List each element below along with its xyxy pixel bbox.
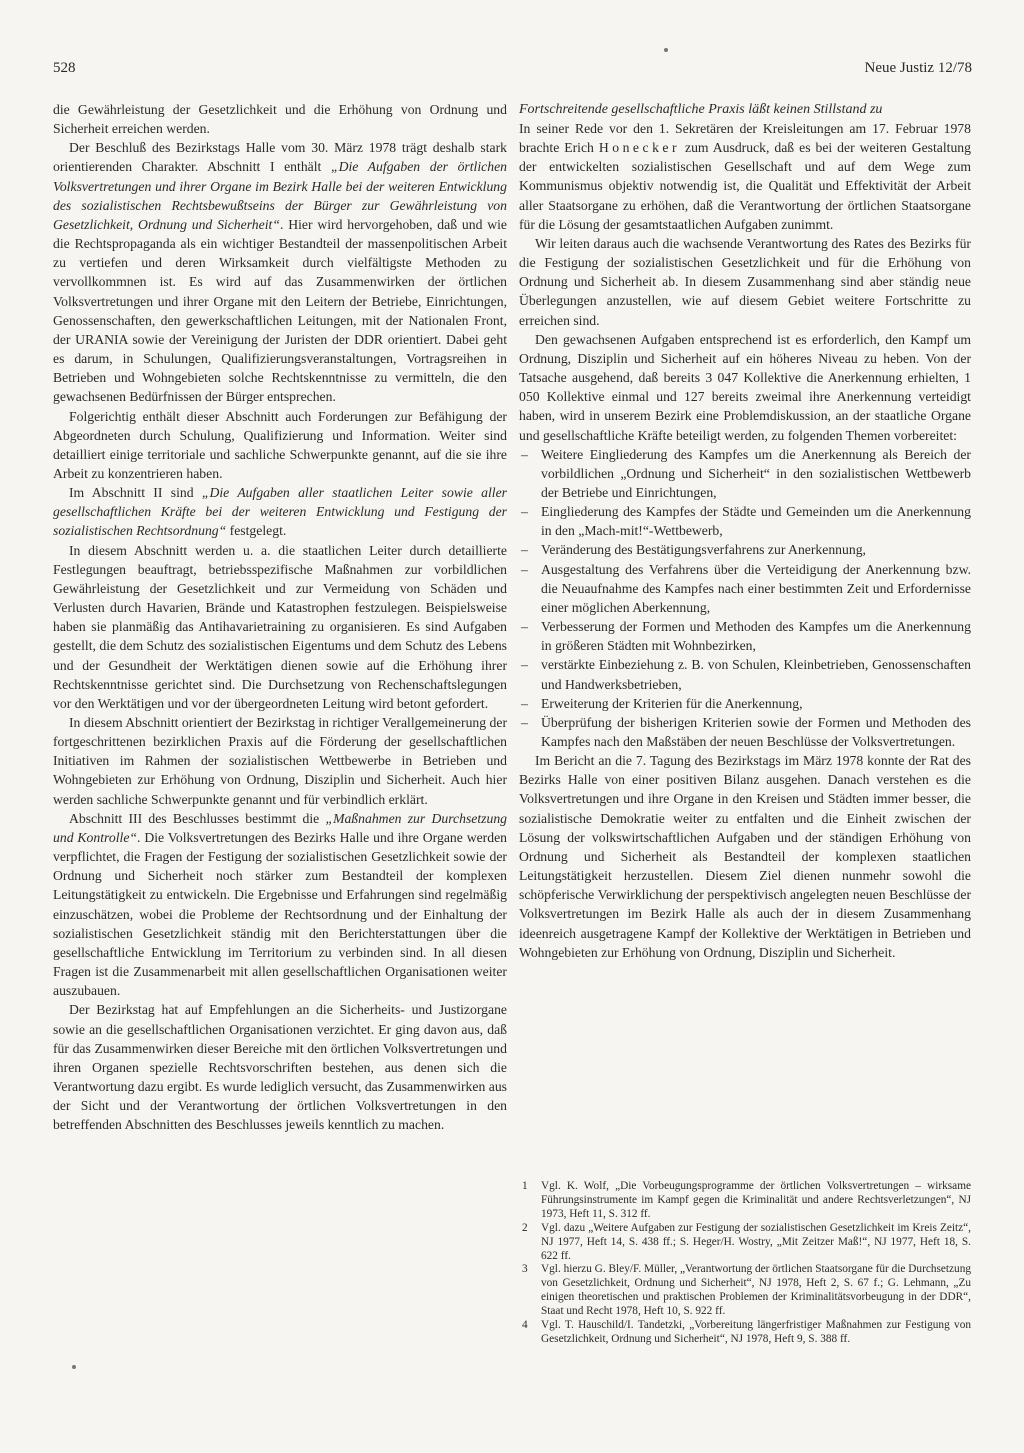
list-item: – Ausgestaltung des Verfahrens über die Verteidigung der Anerkennung bzw. die Neuaufnahme des Kampfes nach einer bestimmten Zeit und Erfordernisse einer möglichen Aberkennung, [519, 560, 971, 617]
paragraph: Der Bezirkstag hat auf Empfehlungen an die Sicherheits- und Justizorgane sowie an die gesellschaftlichen Organisationen verzichtet. Er ging davon aus, daß für das Zusammenwirken dieser Bereiche mit den örtlichen Volksvertretungen und ihren Organen spezielle Rechtsvorschriften bestehen, aus denen sich die Verantwortung dazu ergibt. Es wurde lediglich versucht, das Zusammenwirken aus der Sicht und der Verantwortung der örtlichen Volksvertretungen in den betreffenden Abschnitten des Beschlusses jeweils kenntlich zu machen. [53, 1002, 507, 1133]
footnote: 3 Vgl. hierzu G. Bley/F. Müller, „Verantwortung der örtlichen Staatsorgane für die Durchsetzung von Gesetzlichkeit, Ordnung und Sicherheit“, NJ 1978, Heft 2, S. 67 f.; G. Lehmann, „Zu einigen theoretischen und praktischen Problemen der Kriminalitätsvorbeugung in der DDR“, Staat und Recht 1978, Heft 10, S. 922 ff. [522, 1263, 971, 1318]
paragraph: In seiner Rede vor den 1. Sekretären der Kreisleitungen am 17. Februar 1978 brachte Erich Honecker zum Ausdruck, daß es bei der weiteren Gestaltung der entwickelten sozialistischen Gesellschaft und auf dem Wege zum Kommunismus objektiv notwendig ist, die Qualität und Effektivität der Arbeit aller Staatsorgane zu erhöhen, daß die Verantwortung der örtlichen Staatsorgane für die Lösung der gesamtstaatlichen Aufgaben zunimmt. [519, 121, 971, 232]
footnotes [519, 1180, 971, 1347]
page-header [53, 60, 972, 84]
right-column [519, 100, 971, 962]
paragraph: In diesem Abschnitt orientiert der Bezirkstag in richtiger Verallgemeinerung der fortgeschrittenen bezirklichen Praxis auf die Förderung der gesellschaftlichen Initiativen im Rahmen der sozialistischen Wettbewerbe in Betrieben und Wohngebieten zur Erhöhung von Ordnung, Disziplin und Sicherheit. Auch hier werden sachliche Schwerpunkte genannt und für verbindlich erklärt. [53, 715, 507, 807]
paragraph: Folgerichtig enthält dieser Abschnitt auch Forderungen zur Befähigung der Abgeordneten durch Schulung, Qualifizierung und Information. Weiter sind detailliert einige territoriale und sachliche Schwerpunkte genannt, auf die sie ihre Arbeit zu konzentrieren haben. [53, 408, 507, 481]
scan-speck [72, 1365, 76, 1369]
topic-list [519, 445, 971, 752]
list-item: – Erweiterung der Kriterien für die Anerkennung, [519, 694, 971, 713]
footnote: 4 Vgl. T. Hauschild/I. Tandetzki, „Vorbereitung längerfristiger Maßnahmen zur Festigung von Gesetzlichkeit, Ordnung und Sicherheit“, NJ 1978, Heft 9, S. 388 ff. [522, 1319, 971, 1345]
list-item: – Verbesserung der Formen und Methoden des Kampfes um die Anerkennung in größeren Städten mit Wohnbezirken, [519, 617, 971, 655]
paragraph: Der Beschluß des Bezirkstags Halle vom 30. März 1978 trägt deshalb stark orientierenden Charakter. Abschnitt I enthält „Die Aufgaben der örtlichen Volksvertretungen und ihrer Organe im Bezirk Halle bei der weiteren Entwicklung des sozialistischen Rechtsbewußtseins der Bürger zur Gewährleistung von Gesetzlichkeit, Ordnung und Sicherheit“. Hier wird hervorgehoben, daß und wie die Rechtspropaganda als ein wichtiger Bestandteil der massenpolitischen Arbeit zu vertiefen und deren Wirksamkeit durch vielfältigste Methoden zu vervollkommnen ist. Es wird auf das Zusammenwirken der örtlichen Volksvertretungen und ihrer Organe mit den Leitern der Betriebe, Einrichtungen, Genossenschaften, den gewerkschaftlichen Leitungen, mit der Nationalen Front, der URANIA sowie der Vereinigung der Juristen der DDR orientiert. Dabei geht es darum, in Schulungen, Qualifizierungsveranstaltungen, Vortragsreihen in Betrieben und Wohngebieten solche Rechtskenntnisse zu vermitteln, die den gewachsenen Bedürfnissen der Bürger entsprechen. [53, 140, 507, 405]
list-item: – Überprüfung der bisherigen Kriterien sowie der Formen und Methoden des Kampfes nach den Maßstäben der neuen Beschlüsse der Volksvertretungen. [519, 713, 971, 751]
emphasis: „Die Aufgaben aller staatlichen Leiter sowie aller gesellschaftlichen Kräfte bei der weiteren Entwicklung und Festigung der sozialistischen Rechtsordnung“ [53, 485, 507, 539]
list-item: – Weitere Eingliederung des Kampfes um die Anerkennung als Bereich der vorbildlichen „Ordnung und Sicherheit“ in den sozialistischen Wettbewerb der Betriebe und Einrichtungen, [519, 445, 971, 502]
journal-issue: Neue Justiz 12/78 [864, 60, 972, 76]
footnote: 2 Vgl. dazu „Weitere Aufgaben zur Festigung der sozialistischen Gesetzlichkeit im Kreis Zeitz“, NJ 1977, Heft 14, S. 438 ff.; S. Heger/H. Wostry, „Mit Zeitzer Maß!“, NJ 1977, Heft 18, S. 622 ff. [522, 1221, 971, 1262]
paragraph: Den gewachsenen Aufgaben entsprechend ist es erforderlich, den Kampf um Ordnung, Disziplin und Sicherheit auf ein höheres Niveau zu heben. Von der Tatsache ausgehend, daß bereits 3 047 Kollektive die Anerkennung erhielten, 1 050 Kollektive einmal und 127 bereits zweimal ihre Anerkennung verteidigt haben, wird in unserem Bezirk eine Problemdiskussion, an der staatliche Organe und gesellschaftliche Kräfte beteiligt werden, zu folgenden Themen vorbereitet: [519, 331, 971, 443]
paragraph: Wir leiten daraus auch die wachsende Verantwortung des Rates des Bezirks für die Festigung der sozialistischen Gesetzlichkeit und für die Erhöhung von Ordnung und Sicherheit ab. In diesem Zusammenhang sind aber ständig neue Überlegungen anzustellen, wie auf diesem Gebiet weitere Fortschritte zu erreichen sind. [519, 235, 971, 328]
list-item: – Eingliederung des Kampfes der Städte und Gemeinden um die Anerkennung in den „Mach-mit!“-Wettbewerb, [519, 502, 971, 540]
emphasis: „Die Aufgaben der örtlichen Volksvertretungen und ihrer Organe im Bezirk Halle bei der weiteren Entwicklung des sozialistischen Rechtsbewußtseins der Bürger zur Gewährleistung von Gesetzlichkeit, Ordnung und Sicherheit“ [53, 159, 507, 232]
spaced-name: Honecker [598, 140, 681, 156]
paragraph: Im Abschnitt II sind „Die Aufgaben aller staatlichen Leiter sowie aller gesellschaftlichen Kräfte bei der weiteren Entwicklung und Festigung der sozialistischen Rechtsordnung“ festgelegt. [53, 485, 507, 539]
scan-speck [664, 48, 668, 52]
list-item: – Veränderung des Bestätigungsverfahrens zur Anerkennung, [519, 540, 971, 559]
page-number: 528 [53, 60, 76, 76]
footnote: 1 Vgl. K. Wolf, „Die Vorbeugungsprogramme der örtlichen Volksvertretungen – wirksame Führungsinstrumente im Kampf gegen die Kriminalität und andere Rechtsverletzungen“, NJ 1973, Heft 11, S. 312 ff. [522, 1180, 971, 1220]
section-heading: Fortschreitende gesellschaftliche Praxis läßt keinen Stillstand zu [519, 102, 883, 117]
paragraph: die Gewährleistung der Gesetzlichkeit und die Erhöhung von Ordnung und Sicherheit erreichen werden. [53, 102, 507, 137]
paragraph: Abschnitt III des Beschlusses bestimmt die „Maßnahmen zur Durchsetzung und Kontrolle“. Die Volksvertretungen des Bezirks Halle und ihre Organe werden verpflichtet, die Fragen der Festigung der sozialistischen Gesetzlichkeit sowie der Ordnung und Sicherheit noch stärker zum Bestandteil der komplexen Leitungstätigkeit zu entwickeln. Die Ergebnisse und Erfahrungen sind regelmäßig einzuschätzen, wobei die Probleme der Rechtsordnung und der Einhaltung der sozialistischen Gesetzlichkeit ständig mit den Berichterstattungen über die gesellschaftliche Entwicklung im Territorium zu verbinden sind. In all diesen Fragen ist die Zusammenarbeit mit allen gesellschaftlichen Organisationen weiter auszubauen. [53, 810, 508, 999]
paragraph: In diesem Abschnitt werden u. a. die staatlichen Leiter durch detaillierte Festlegungen beauftragt, betriebsspezifische Maßnahmen zur vorbildlichen Gewährleistung der Gesetzlichkeit und zur Vermeidung von Schäden und Verlusten durch Havarien, Brände und Katastrophen festzulegen. Beispielsweise haben sie planmäßig das Antihavarietraining zu organisieren. Es sind Aufgaben gestellt, die dem Schutz des sozialistischen Eigentums und dem Schutz des Lebens und der Gesundheit der Werktätigen dienen sowie auf die Erhöhung ihrer Rechtskenntnisse gerichtet sind. Die Durchsetzung von Rechenschaftslegungen vor den Werktätigen und vor der übergeordneten Leitung wird betont gefordert. [53, 542, 507, 711]
paragraph: Im Bericht an die 7. Tagung des Bezirkstags im März 1978 konnte der Rat des Bezirks Halle von einer positiven Bilanz ausgehen. Danach verstehen es die Volksvertretungen und ihre Organe in den Kreisen und Städten immer besser, die sozialistische Demokratie weiter zu entfalten und die Einheit zwischen der Lösung der volkswirtschaftlichen Aufgaben und der ständigen Erhöhung von Ordnung und Sicherheit als Bestandteil der komplexen staatlichen Leitungstätigkeit herzustellen. Diesem Ziel dienen nunmehr sowohl die schöpferische Verwirklichung der perspektivisch angelegten neuen Beschlüsse der Volksvertretungen im Bezirk Halle als auch der in diesem Zusammenhang ideenreich ausgetragene Kampf der Kollektive der Werktätigen in Betrieben und Wohngebieten zur Erhöhung von Ordnung, Disziplin und Sicherheit. [519, 753, 971, 960]
left-column [53, 100, 507, 1134]
list-item: – verstärkte Einbeziehung z. B. von Schulen, Kleinbetrieben, Genossenschaften und Handwerksbetrieben, [519, 655, 971, 693]
emphasis: „Maßnahmen zur Durchsetzung und Kontrolle“ [53, 810, 508, 845]
